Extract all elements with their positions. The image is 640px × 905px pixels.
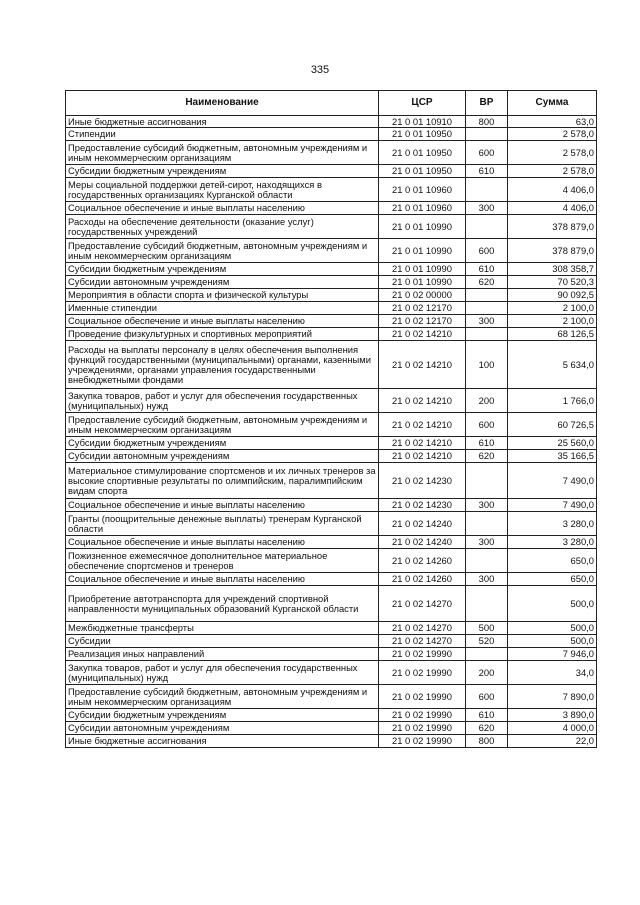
cell-name: Мероприятия в области спорта и физической культуры <box>66 289 379 302</box>
cell-name: Меры социальной поддержки детей-сирот, находящихся в государственных организациях Курганской области <box>66 178 379 202</box>
table-row <box>66 165 597 178</box>
cell-sum: 7 946,0 <box>508 648 597 661</box>
cell-vr: 520 <box>466 635 508 648</box>
table-row <box>66 648 597 661</box>
budget-table <box>65 90 597 748</box>
cell-vr <box>466 178 508 202</box>
cell-sum: 650,0 <box>508 573 597 586</box>
cell-vr: 620 <box>466 722 508 735</box>
cell-sum: 5 634,0 <box>508 341 597 389</box>
cell-sum: 7 890,0 <box>508 685 597 709</box>
cell-name: Социальное обеспечение и иные выплаты населению <box>66 536 379 549</box>
cell-name: Социальное обеспечение и иные выплаты населению <box>66 499 379 512</box>
cell-name: Предоставление субсидий бюджетным, автономным учреждениям и иным некоммерческим организациям <box>66 239 379 263</box>
cell-vr <box>466 512 508 536</box>
cell-vr: 620 <box>466 276 508 289</box>
cell-vr: 500 <box>466 622 508 635</box>
cell-name: Материальное стимулирование спортсменов и их личных тренеров за высокие спортивные результаты по олимпийским, паралимпийским видам спорта <box>66 463 379 499</box>
cell-name: Субсидии автономным учреждениям <box>66 722 379 735</box>
cell-csr: 21 0 02 14230 <box>379 463 466 499</box>
cell-name: Закупка товаров, работ и услуг для обеспечения государственных (муниципальных) нужд <box>66 661 379 685</box>
cell-sum: 2 578,0 <box>508 128 597 141</box>
cell-sum: 70 520,3 <box>508 276 597 289</box>
cell-sum: 2 100,0 <box>508 302 597 315</box>
cell-csr: 21 0 01 10960 <box>379 202 466 215</box>
table-row <box>66 389 597 413</box>
cell-name: Социальное обеспечение и иные выплаты населению <box>66 573 379 586</box>
cell-csr: 21 0 02 19990 <box>379 735 466 748</box>
table-row <box>66 202 597 215</box>
cell-csr: 21 0 02 14260 <box>379 573 466 586</box>
cell-sum: 63,0 <box>508 116 597 128</box>
cell-name: Социальное обеспечение и иные выплаты населению <box>66 202 379 215</box>
cell-csr: 21 0 01 10910 <box>379 116 466 128</box>
cell-csr: 21 0 02 14240 <box>379 512 466 536</box>
cell-vr: 610 <box>466 437 508 450</box>
cell-vr: 200 <box>466 661 508 685</box>
table-row <box>66 276 597 289</box>
cell-name: Предоставление субсидий бюджетным, автономным учреждениям и иным некоммерческим организациям <box>66 141 379 165</box>
cell-vr: 300 <box>466 202 508 215</box>
cell-vr <box>466 215 508 239</box>
cell-sum: 2 578,0 <box>508 141 597 165</box>
table-row <box>66 128 597 141</box>
table-row <box>66 413 597 437</box>
cell-sum: 2 578,0 <box>508 165 597 178</box>
cell-sum: 7 490,0 <box>508 499 597 512</box>
table-row <box>66 141 597 165</box>
cell-name: Субсидии бюджетным учреждениям <box>66 437 379 450</box>
table-row <box>66 499 597 512</box>
cell-name: Расходы на выплаты персоналу в целях обеспечения выполнения функций государственными (муниципальными) органами, казенными учреждениями, органами управления государственными внебюджетными фондами <box>66 341 379 389</box>
cell-vr <box>466 648 508 661</box>
cell-name: Реализация иных направлений <box>66 648 379 661</box>
cell-sum: 4 406,0 <box>508 178 597 202</box>
cell-sum: 650,0 <box>508 549 597 573</box>
cell-csr: 21 0 02 14210 <box>379 437 466 450</box>
table-row <box>66 315 597 328</box>
table-row <box>66 263 597 276</box>
cell-name: Иные бюджетные ассигнования <box>66 116 379 128</box>
cell-vr <box>466 586 508 622</box>
cell-name: Именные стипендии <box>66 302 379 315</box>
cell-vr <box>466 328 508 341</box>
table-row <box>66 512 597 536</box>
table-row <box>66 116 597 128</box>
cell-csr: 21 0 01 10960 <box>379 178 466 202</box>
cell-vr <box>466 549 508 573</box>
cell-vr: 200 <box>466 389 508 413</box>
header-csr: ЦСР <box>379 91 466 116</box>
cell-vr: 610 <box>466 263 508 276</box>
cell-csr: 21 0 01 10950 <box>379 165 466 178</box>
header-sum: Сумма <box>508 91 597 116</box>
cell-csr: 21 0 02 19990 <box>379 722 466 735</box>
cell-sum: 90 092,5 <box>508 289 597 302</box>
cell-name: Предоставление субсидий бюджетным, автономным учреждениям и иным некоммерческим организациям <box>66 685 379 709</box>
cell-sum: 500,0 <box>508 635 597 648</box>
cell-vr: 620 <box>466 450 508 463</box>
cell-vr: 300 <box>466 315 508 328</box>
cell-sum: 3 280,0 <box>508 512 597 536</box>
table-row <box>66 622 597 635</box>
cell-csr: 21 0 02 14270 <box>379 635 466 648</box>
cell-name: Межбюджетные трансферты <box>66 622 379 635</box>
cell-name: Проведение физкультурных и спортивных мероприятий <box>66 328 379 341</box>
cell-csr: 21 0 02 19990 <box>379 709 466 722</box>
cell-vr: 610 <box>466 709 508 722</box>
table-row <box>66 536 597 549</box>
cell-vr: 600 <box>466 239 508 263</box>
cell-csr: 21 0 02 12170 <box>379 315 466 328</box>
cell-csr: 21 0 01 10950 <box>379 141 466 165</box>
table-row <box>66 709 597 722</box>
cell-sum: 22,0 <box>508 735 597 748</box>
cell-vr: 610 <box>466 165 508 178</box>
cell-vr <box>466 128 508 141</box>
cell-csr: 21 0 02 14260 <box>379 549 466 573</box>
page-number: 335 <box>310 64 330 76</box>
cell-vr <box>466 463 508 499</box>
table-row <box>66 215 597 239</box>
cell-sum: 34,0 <box>508 661 597 685</box>
table-row <box>66 437 597 450</box>
cell-csr: 21 0 01 10990 <box>379 239 466 263</box>
cell-sum: 1 766,0 <box>508 389 597 413</box>
cell-name: Закупка товаров, работ и услуг для обеспечения государственных (муниципальных) нужд <box>66 389 379 413</box>
cell-vr <box>466 302 508 315</box>
cell-sum: 378 879,0 <box>508 215 597 239</box>
cell-name: Иные бюджетные ассигнования <box>66 735 379 748</box>
cell-sum: 500,0 <box>508 586 597 622</box>
cell-vr: 600 <box>466 413 508 437</box>
cell-csr: 21 0 02 14270 <box>379 586 466 622</box>
cell-sum: 68 126,5 <box>508 328 597 341</box>
cell-vr: 300 <box>466 499 508 512</box>
table-row <box>66 549 597 573</box>
table-row <box>66 289 597 302</box>
cell-vr: 800 <box>466 116 508 128</box>
cell-name: Субсидии автономным учреждениям <box>66 276 379 289</box>
table-row <box>66 573 597 586</box>
cell-sum: 308 358,7 <box>508 263 597 276</box>
cell-sum: 25 560,0 <box>508 437 597 450</box>
cell-csr: 21 0 02 00000 <box>379 289 466 302</box>
table-row <box>66 635 597 648</box>
cell-csr: 21 0 02 19990 <box>379 685 466 709</box>
cell-sum: 4 000,0 <box>508 722 597 735</box>
cell-vr: 600 <box>466 141 508 165</box>
table-row <box>66 450 597 463</box>
cell-vr: 100 <box>466 341 508 389</box>
header-vr: ВР <box>466 91 508 116</box>
table-row <box>66 178 597 202</box>
table-row <box>66 239 597 263</box>
cell-name: Предоставление субсидий бюджетным, автономным учреждениям и иным некоммерческим организациям <box>66 413 379 437</box>
cell-sum: 378 879,0 <box>508 239 597 263</box>
cell-csr: 21 0 02 14210 <box>379 413 466 437</box>
table-row <box>66 463 597 499</box>
table-row <box>66 722 597 735</box>
cell-sum: 60 726,5 <box>508 413 597 437</box>
cell-name: Стипендии <box>66 128 379 141</box>
cell-vr <box>466 289 508 302</box>
cell-csr: 21 0 02 19990 <box>379 648 466 661</box>
cell-sum: 3 280,0 <box>508 536 597 549</box>
cell-sum: 500,0 <box>508 622 597 635</box>
cell-csr: 21 0 02 14210 <box>379 328 466 341</box>
cell-csr: 21 0 02 14230 <box>379 499 466 512</box>
table-row <box>66 661 597 685</box>
cell-name: Приобретение автотранспорта для учреждений спортивной направленности муниципальных образований Курганской области <box>66 586 379 622</box>
cell-csr: 21 0 01 10990 <box>379 276 466 289</box>
header-name: Наименование <box>66 91 379 116</box>
cell-name: Расходы на обеспечение деятельности (оказание услуг) государственных учреждений <box>66 215 379 239</box>
cell-vr: 800 <box>466 735 508 748</box>
cell-csr: 21 0 02 14210 <box>379 341 466 389</box>
cell-csr: 21 0 02 14210 <box>379 389 466 413</box>
cell-name: Гранты (поощрительные денежные выплаты) тренерам Курганской области <box>66 512 379 536</box>
cell-name: Субсидии <box>66 635 379 648</box>
cell-name: Субсидии автономным учреждениям <box>66 450 379 463</box>
cell-csr: 21 0 01 10990 <box>379 263 466 276</box>
cell-csr: 21 0 02 12170 <box>379 302 466 315</box>
cell-csr: 21 0 02 14210 <box>379 450 466 463</box>
cell-name: Субсидии бюджетным учреждениям <box>66 165 379 178</box>
table-row <box>66 735 597 748</box>
cell-sum: 7 490,0 <box>508 463 597 499</box>
table-row <box>66 685 597 709</box>
cell-name: Субсидии бюджетным учреждениям <box>66 709 379 722</box>
table-row <box>66 341 597 389</box>
cell-vr: 300 <box>466 536 508 549</box>
cell-vr: 600 <box>466 685 508 709</box>
table-row <box>66 302 597 315</box>
cell-name: Социальное обеспечение и иные выплаты населению <box>66 315 379 328</box>
table-body <box>66 116 597 748</box>
cell-csr: 21 0 01 10990 <box>379 215 466 239</box>
cell-csr: 21 0 02 19990 <box>379 661 466 685</box>
cell-sum: 4 406,0 <box>508 202 597 215</box>
cell-sum: 2 100,0 <box>508 315 597 328</box>
cell-vr: 300 <box>466 573 508 586</box>
table-row <box>66 328 597 341</box>
cell-sum: 35 166,5 <box>508 450 597 463</box>
table-header-row <box>66 91 597 116</box>
cell-name: Пожизненное ежемесячное дополнительное материальное обеспечение спортсменов и тренеров <box>66 549 379 573</box>
cell-name: Субсидии бюджетным учреждениям <box>66 263 379 276</box>
cell-csr: 21 0 02 14270 <box>379 622 466 635</box>
cell-csr: 21 0 01 10950 <box>379 128 466 141</box>
table-row <box>66 586 597 622</box>
cell-csr: 21 0 02 14240 <box>379 536 466 549</box>
cell-sum: 3 890,0 <box>508 709 597 722</box>
